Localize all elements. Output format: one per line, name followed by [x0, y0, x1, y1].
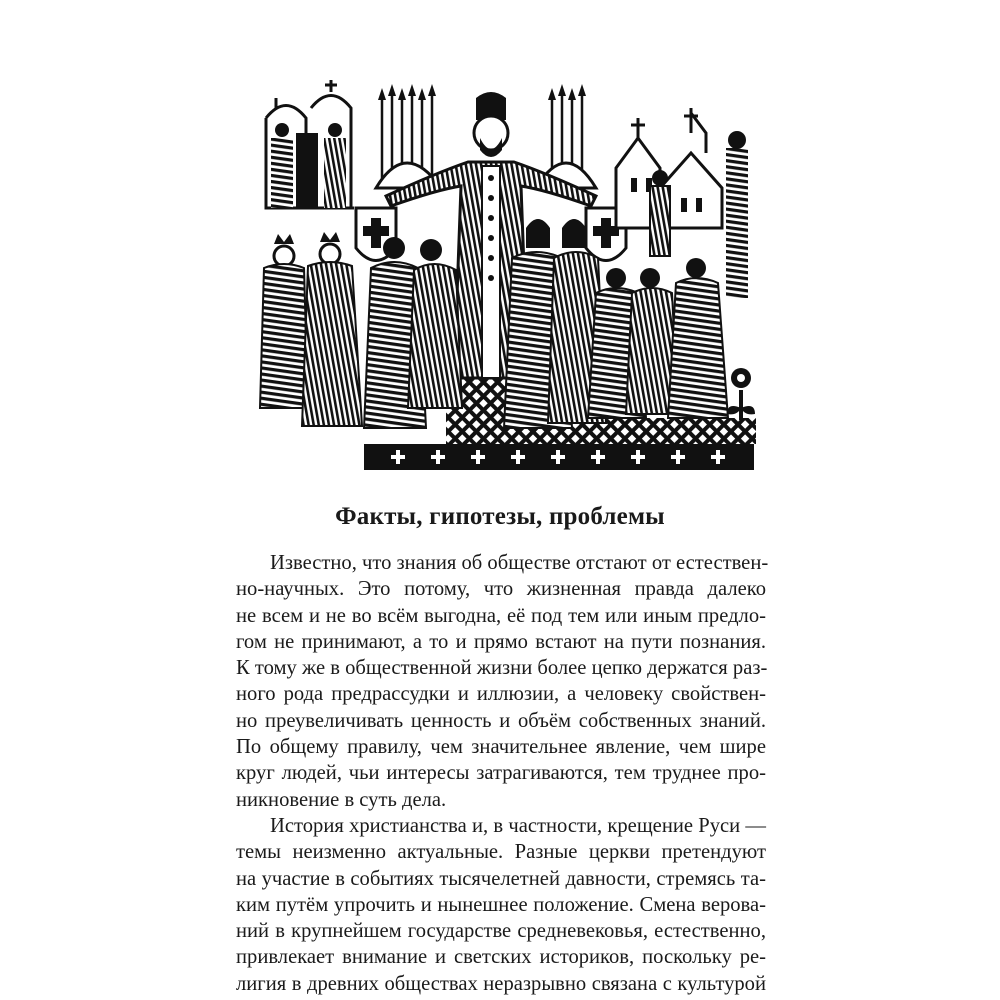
woodcut-illustration: [236, 78, 764, 474]
text-line: никновение в суть дела.: [236, 788, 447, 811]
text-line: ний в крупнейшем государстве средневековья, естественно,: [236, 920, 766, 943]
text-line: ким путём упрочить и нынешнее положение. Смена верова-: [236, 893, 766, 916]
text-line: на участие в событиях тысячелетней давности, стремясь та-: [236, 867, 766, 890]
text-line: История христианства и, в частности, крещение Руси —: [270, 814, 766, 837]
text-line: гом не принимают, а то и прямо встают на пути познания.: [236, 630, 766, 653]
woodcut-baptism-of-rus-icon: [236, 78, 764, 474]
text-line: Известно, что знания об обществе отстают от естествен-: [270, 552, 769, 574]
body-text: [236, 550, 769, 997]
text-line: круг людей, чьи интересы затрагиваются, тем труднее про-: [236, 762, 766, 785]
text-line: не всем и не во всём выгодна, её под тем или иным предло-: [236, 604, 766, 627]
text-line: ного рода предрассудки и иллюзии, а человеку свойствен-: [236, 683, 766, 706]
text-line: но-научных. Это потому, что жизненная правда далеко: [236, 578, 766, 601]
section-heading: Факты, гипотезы, проблемы: [335, 503, 665, 530]
text-line: лигия в древних обществах неразрывно связана с культурой: [236, 972, 766, 995]
text-line: темы неизменно актуальные. Разные церкви претендуют: [236, 841, 766, 864]
text-line: К тому же в общественной жизни более цепко держатся раз-: [236, 657, 768, 680]
paragraph: [236, 550, 769, 813]
text-line: но преувеличивать ценность и объём собственных знаний.: [236, 709, 766, 732]
text-line: привлекает внимание и светских историков, поскольку ре-: [236, 946, 766, 969]
text-line: По общему правилу, чем значительнее явление, чем шире: [236, 736, 766, 759]
paragraph: [236, 813, 766, 997]
